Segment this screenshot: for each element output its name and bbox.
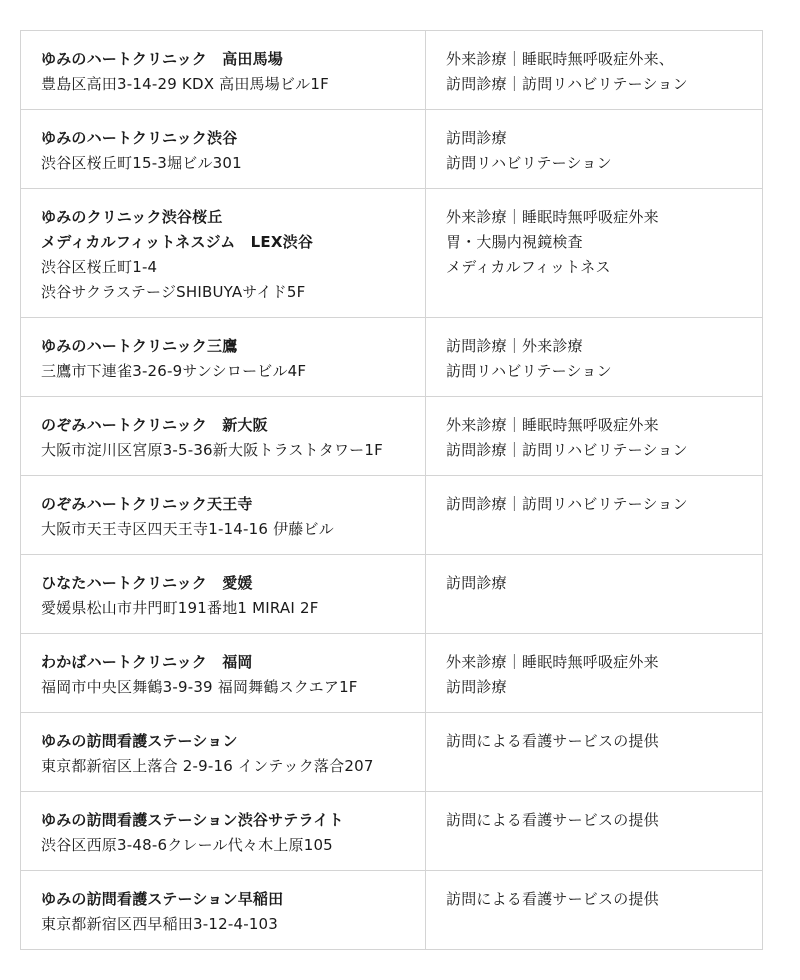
facility-info-cell <box>21 476 426 555</box>
facility-service: 訪問リハビリテーション <box>446 154 612 172</box>
facility-service: 外来診療｜睡眠時無呼吸症外来 <box>446 416 659 434</box>
facility-row <box>21 555 763 634</box>
facility-services-cell <box>426 713 763 792</box>
facility-address: 東京都新宿区上落合 2-9-16 インテック落合207 <box>41 757 374 775</box>
facility-name: ゆみのクリニック渋谷桜丘 <box>41 208 223 226</box>
facility-service: 訪問診療｜訪問リハビリテーション <box>446 441 688 459</box>
facility-services-cell <box>426 318 763 397</box>
facility-services-cell <box>426 871 763 950</box>
facility-name: のぞみハートクリニック 新大阪 <box>41 416 268 434</box>
facility-address: 三鷹市下連雀3-26-9サンシロービル4F <box>41 362 307 380</box>
facility-name: わかばハートクリニック 福岡 <box>41 653 253 671</box>
facility-service: 外来診療｜睡眠時無呼吸症外来 <box>446 653 659 671</box>
facility-service: 訪問診療 <box>446 678 507 696</box>
facility-address: 福岡市中央区舞鶴3-9-39 福岡舞鶴スクエア1F <box>41 678 358 696</box>
facility-services-cell <box>426 397 763 476</box>
facility-services-cell <box>426 110 763 189</box>
facility-table-body <box>21 31 763 950</box>
facility-address: 愛媛県松山市井門町191番地1 MIRAI 2F <box>41 599 319 617</box>
facility-info-cell <box>21 713 426 792</box>
facility-service: 訪問による看護サービスの提供 <box>446 890 659 908</box>
facility-row <box>21 871 763 950</box>
facility-name: ゆみの訪問看護ステーション早稲田 <box>41 890 284 908</box>
facility-services-cell <box>426 476 763 555</box>
facility-service: 訪問診療 <box>446 129 507 147</box>
facility-info-cell <box>21 555 426 634</box>
facility-row <box>21 318 763 397</box>
facility-name: ひなたハートクリニック 愛媛 <box>41 574 253 592</box>
facility-service: 訪問による看護サービスの提供 <box>446 732 659 750</box>
facility-service: 訪問リハビリテーション <box>446 362 612 380</box>
facility-info-cell <box>21 110 426 189</box>
facility-service: 訪問診療｜訪問リハビリテーション <box>446 75 688 93</box>
facility-name: メディカルフィットネスジム LEX渋谷 <box>41 233 314 251</box>
facility-name: ゆみのハートクリニック 高田馬場 <box>41 50 284 68</box>
facility-row <box>21 397 763 476</box>
facility-address: 渋谷区西原3-48-6クレール代々木上原105 <box>41 836 333 854</box>
facility-service: 訪問診療 <box>446 574 507 592</box>
facility-table <box>20 30 763 950</box>
facility-row <box>21 634 763 713</box>
facility-info-cell <box>21 189 426 318</box>
facility-address: 大阪市天王寺区四天王寺1-14-16 伊藤ビル <box>41 520 334 538</box>
facility-row <box>21 110 763 189</box>
facility-name: ゆみのハートクリニック三鷹 <box>41 337 238 355</box>
facility-info-cell <box>21 871 426 950</box>
facility-service: 訪問による看護サービスの提供 <box>446 811 659 829</box>
facility-service: 胃・大腸内視鏡検査 <box>446 233 583 251</box>
facility-services-cell <box>426 634 763 713</box>
facility-row <box>21 476 763 555</box>
facility-service: メディカルフィットネス <box>446 258 611 276</box>
facility-address: 渋谷サクラステージSHIBUYAサイド5F <box>41 283 306 301</box>
facility-service: 外来診療｜睡眠時無呼吸症外来 <box>446 208 659 226</box>
facility-row <box>21 792 763 871</box>
facility-info-cell <box>21 634 426 713</box>
facility-info-cell <box>21 397 426 476</box>
facility-name: ゆみの訪問看護ステーション <box>41 732 238 750</box>
facility-service: 訪問診療｜外来診療 <box>446 337 583 355</box>
facility-services-cell <box>426 555 763 634</box>
facility-address: 渋谷区桜丘町15-3堀ビル301 <box>41 154 242 172</box>
facility-address: 豊島区高田3-14-29 KDX 高田馬場ビル1F <box>41 75 329 93</box>
facility-row <box>21 713 763 792</box>
facility-address: 大阪市淀川区宮原3-5-36新大阪トラストタワー1F <box>41 441 383 459</box>
facility-address: 東京都新宿区西早稲田3-12-4-103 <box>41 915 279 933</box>
facility-name: のぞみハートクリニック天王寺 <box>41 495 253 513</box>
facility-name: ゆみのハートクリニック渋谷 <box>41 129 238 147</box>
facility-info-cell <box>21 792 426 871</box>
facility-name: ゆみの訪問看護ステーション渋谷サテライト <box>41 811 344 829</box>
facility-service: 外来診療｜睡眠時無呼吸症外来、 <box>446 50 675 68</box>
facility-row <box>21 31 763 110</box>
facility-services-cell <box>426 189 763 318</box>
facility-list <box>20 30 762 950</box>
facility-services-cell <box>426 31 763 110</box>
facility-info-cell <box>21 318 426 397</box>
facility-info-cell <box>21 31 426 110</box>
facility-service: 訪問診療｜訪問リハビリテーション <box>446 495 688 513</box>
facility-row <box>21 189 763 318</box>
facility-address: 渋谷区桜丘町1-4 <box>41 258 158 276</box>
facility-services-cell <box>426 792 763 871</box>
